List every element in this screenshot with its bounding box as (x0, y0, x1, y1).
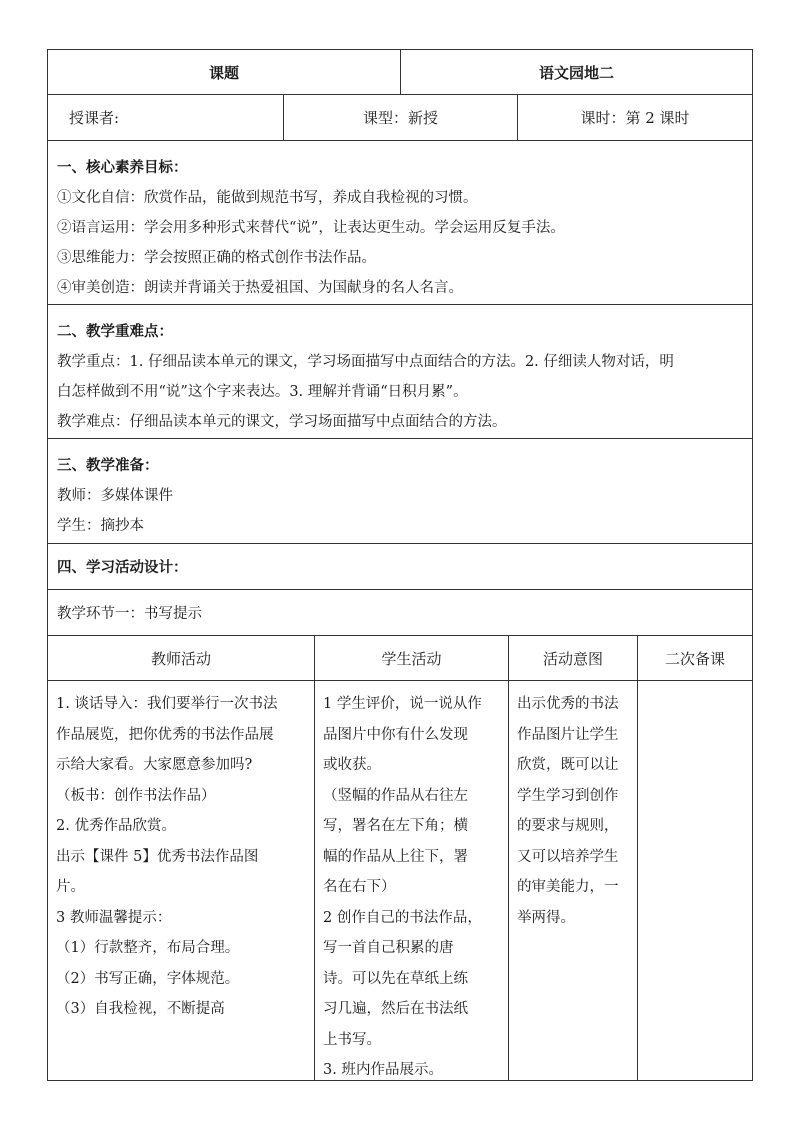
preparation-line: 教师：多媒体课件 (57, 488, 173, 504)
title-row (47, 49, 753, 95)
student-activity-line: 2 创作自己的书法作品， (323, 909, 482, 926)
teacher-activity-line: （板书：创作书法作品） (56, 787, 216, 804)
topic-label: 课题 (48, 50, 401, 94)
col-header-intent: 活动意图 (509, 636, 638, 680)
col-header-student: 学生活动 (315, 636, 509, 680)
teacher-activity-line: 作品展览，把你优秀的书法作品展 (56, 726, 274, 743)
preparation-heading: 三、教学准备： (57, 458, 159, 474)
teacher-activity-line: 片。 (56, 879, 85, 895)
lesson-plan-table (47, 49, 753, 1081)
key-point-line: 教学重点：1. 仔细品读本单元的课文，学习场面描写中点面结合的方法。2. 仔细读人物对话，明 (57, 354, 674, 370)
student-activity-line: 3. 班内作品展示。 (323, 1062, 443, 1078)
student-activity-line: 1 学生评价，说一说从作 (323, 696, 482, 712)
core-goals-heading: 一、核心素养目标： (57, 160, 188, 176)
topic-value: 语文园地二 (538, 63, 614, 82)
intent-line: 欣赏，既可以让 (517, 757, 619, 773)
teacher-activity-cell (48, 681, 315, 1080)
activity-design-row (47, 544, 753, 590)
key-points-section (47, 305, 753, 439)
student-activity-line: 名在右下） (323, 879, 396, 895)
goal-line: ①文化自信：欣赏作品，能做到规范书写，养成自我检视的习惯。 (57, 190, 478, 206)
teacher-activity-line: （2）书写正确，字体规范。 (56, 970, 240, 987)
teacher-activity-line: （3）自我检视，不断提高 (56, 1001, 225, 1017)
goal-line: ④审美创造：朗读并背诵关于热爱祖国、为国献身的名人名言。 (57, 280, 463, 296)
key-points-heading: 二、教学重难点： (57, 324, 173, 340)
intent-cell (509, 681, 638, 1080)
intent-line: 出示优秀的书法 (517, 696, 619, 712)
goal-line: ②语言运用：学会用多种形式来替代“说”，让表达更生动。学会运用反复手法。 (57, 220, 565, 236)
column-header-row (47, 636, 753, 681)
lesson-period: 课时：第 2 课时 (580, 109, 690, 127)
teacher-activity-line: 1. 谈话导入：我们要举行一次书法 (56, 696, 278, 712)
student-activity-line: 上书写。 (323, 1031, 381, 1048)
student-activity-line: 幅的作品从上往下，署 (323, 848, 468, 865)
intent-line: 又可以培养学生 (517, 848, 619, 865)
preparation-line: 学生：摘抄本 (57, 518, 144, 534)
intent-line: 学生学习到创作 (517, 787, 619, 804)
second-prep-cell (638, 681, 752, 1080)
key-point-line: 白怎样做到不用“说”这个字来表达。3. 理解并背诵“日积月累”。 (57, 384, 468, 400)
teacher-activity-line: 2. 优秀作品欣赏。 (56, 818, 176, 834)
teacher-activity-line: 出示【课件 5】优秀书法作品图 (56, 848, 259, 865)
preparation-section (47, 439, 753, 544)
goal-line: ③思维能力：学会按照正确的格式创作书法作品。 (57, 250, 376, 266)
student-activity-cell (315, 681, 509, 1080)
student-activity-line: 习几遍，然后在书法纸 (323, 1001, 468, 1017)
student-activity-line: 写，署名在左下角；横 (323, 818, 468, 834)
intent-line: 举两得。 (517, 909, 575, 926)
intent-line: 的审美能力，一 (517, 879, 619, 895)
student-activity-line: 写一首自己积累的唐 (323, 940, 454, 956)
col-header-teacher: 教师活动 (48, 636, 315, 680)
core-goals-section (47, 141, 753, 305)
segment-title: 教学环节一：书写提示 (57, 606, 202, 622)
teacher-activity-line: （1）行款整齐，布局合理。 (56, 940, 240, 956)
lesson-type: 课型：新授 (284, 95, 518, 140)
col-header-second-prep: 二次备课 (664, 649, 725, 668)
teacher-activity-line: 3 教师温馨提示： (56, 909, 172, 926)
student-activity-line: 或收获。 (323, 757, 381, 773)
teacher-field: 授课者: (48, 95, 284, 140)
student-activity-line: （竖幅的作品从右往左 (323, 787, 468, 804)
intent-line: 的要求与规则， (517, 818, 619, 834)
student-activity-line: 诗。可以先在草纸上练 (323, 970, 468, 987)
segment-row (47, 590, 753, 636)
activity-design-heading: 四、学习活动设计： (57, 560, 188, 576)
activity-content-row (47, 681, 753, 1081)
teacher-activity-line: 示给大家看。大家愿意参加吗? (56, 757, 253, 773)
student-activity-line: 品图片中你有什么发现 (323, 726, 468, 743)
info-row (47, 95, 753, 141)
key-point-line: 教学难点：仔细品读本单元的课文，学习场面描写中点面结合的方法。 (57, 414, 507, 430)
intent-line: 作品图片让学生 (517, 726, 619, 743)
